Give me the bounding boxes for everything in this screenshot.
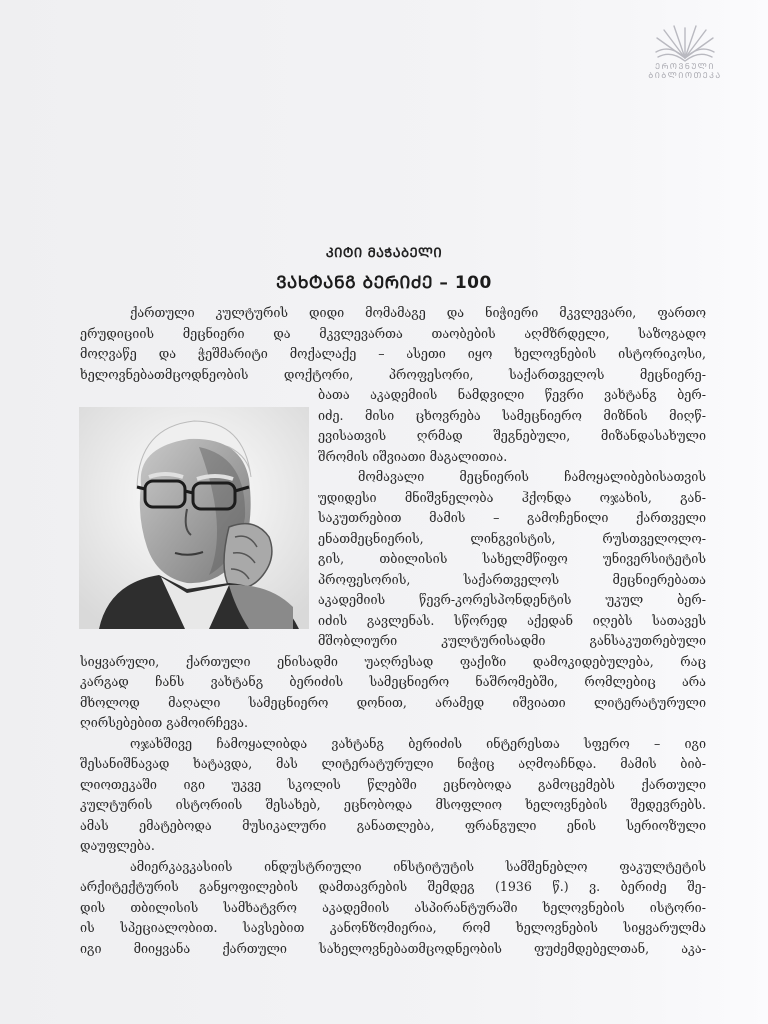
text-line: უდიდესი მნიშვნელობა ჰქონდა ოჯახის, გან-	[318, 489, 706, 505]
text-line: დაუფლება.	[80, 838, 155, 853]
text-line: ლიოთეკაში იგი უკვე სკოლის წლებში ეცნობოდა გამოცემებს ქართული	[80, 776, 706, 792]
text-line: ის სპეციალობით. სავსებით კანონზომიერია, რომ ხელოვნების სიყვარულმა	[80, 920, 706, 935]
text-line: მომავალი მეცნიერის ჩამოყალიბებისათვის	[358, 469, 706, 484]
text-line: მშობლიური კულტურისადმი განსაკუთრებული	[318, 633, 706, 648]
article-title: ᲕᲐᲮᲢᲐᲜᲒ ᲑᲔᲠᲘᲫᲔ – 100	[276, 273, 492, 293]
text-line: სიყვარული, ქართული ენისადმი უაღრესად ფაქიზი დამოკიდებულება, რაც	[80, 653, 706, 669]
text-line: ენათმეცნიერის, ლინგვისტის, რუსთველოლო-	[318, 530, 706, 546]
text-line: ოჯახშივე ჩამოყალიბდა ვახტანგ ბერიძის ინტერესთა სფერო – იგი	[130, 735, 706, 751]
text-line: იძე. მისი ცხოვრება სამეცნიერო მიზნის მიღწ-	[318, 407, 706, 423]
text-line: საკუთრებით მამის – გამოჩენილი ქართველი	[318, 510, 706, 525]
text-line: იძის გავლენას. სწორედ აქედან იღებს სათავეს	[318, 612, 706, 628]
text-line: პროფესორის, საქართველოს მეცნიერებათა	[318, 571, 706, 587]
author-name: ᲙᲘᲢᲘ ᲛᲐᲭᲐᲑᲔᲚᲘ	[325, 246, 443, 261]
text-line: შესანიშნავად ხატავდა, მას ლიტერატურული ნიჭიც აღმოაჩნდა. მამის ბიბ-	[80, 756, 706, 771]
text-line: ხელოვნებათმცოდნეობის დოქტორი, პროფესორი, საქართველოს მეცნიერე-	[80, 366, 706, 382]
article-body	[80, 303, 706, 959]
text-line: კარგად ჩანს ვახტანგ ბერიძის სამეცნიერო ნაშრომებში, რომლებიც არა	[80, 674, 706, 689]
library-logo	[630, 18, 740, 88]
text-line: იგი მიიყვანა ქართული სახელოვნებათმცოდნეობის ფუძემდებელთან, აკა-	[80, 940, 706, 956]
open-book-rays-icon	[650, 18, 720, 62]
text-line: მხოლოდ მაღალი სამეცნიერო დონით, არამედ იშვიათი ლიტერატურული	[80, 694, 706, 710]
text-line: ღირსებებით გამოირჩევა.	[80, 715, 248, 730]
text-line: ქართული კულტურის დიდი მომამაგე და ნიჭიერი მკვლევარი, ფართო	[130, 305, 706, 320]
text-line: კულტურის ისტორიის შესახებ, ეცნობოდა მსოფლიო ხელოვნების შედევრებს.	[80, 797, 706, 812]
text-line: არქიტექტურის განყოფილების დამთავრების შემდეგ (1936 წ.) ვ. ბერიძე შე-	[80, 879, 706, 894]
text-line: ბათა აკადემიის ნამდვილი წევრი ვახტანგ ბერ-	[318, 387, 706, 402]
logo-text-line-1: ᲔᲠᲝᲕᲜᲣᲚᲘ	[655, 62, 715, 71]
text-line: ევისათვის ღრმად შეგნებული, მიზანდასახული	[318, 428, 706, 443]
text-line: გის, თბილისის სახელმწიფო უნივერსიტეტის	[318, 551, 706, 566]
text-line: ამას ემატებოდა მუსიკალური განათლება, ფრანგული ენის სერიოზული	[80, 817, 706, 833]
text-line: დის თბილისის სამხატვრო აკადემიის ასპირანტურაში ხელოვნების ისტორი-	[80, 899, 706, 915]
text-line: მოღვაწე და ჭეშმარიტი მოქალაქე – ასეთი იყო ხელოვნების ისტორიკოსი,	[80, 346, 706, 361]
logo-text-line-2: ᲑᲘᲑᲚᲘᲝᲗᲔᲙᲐ	[648, 71, 722, 80]
text-line: აკადემიის წევრ-კორესპონდენტის უკულ ბერ-	[318, 592, 706, 607]
text-line: ერუდიციის მეცნიერი და მკვლევართა თაობების აღმზრდელი, საზოგადო	[80, 325, 706, 341]
text-line: შრომის იშვიათი მაგალითია.	[318, 448, 508, 464]
text-line: ამიერკავკასიის ინდუსტრიული ინსტიტუტის სამშენებლო ფაკულტეტის	[130, 858, 706, 874]
